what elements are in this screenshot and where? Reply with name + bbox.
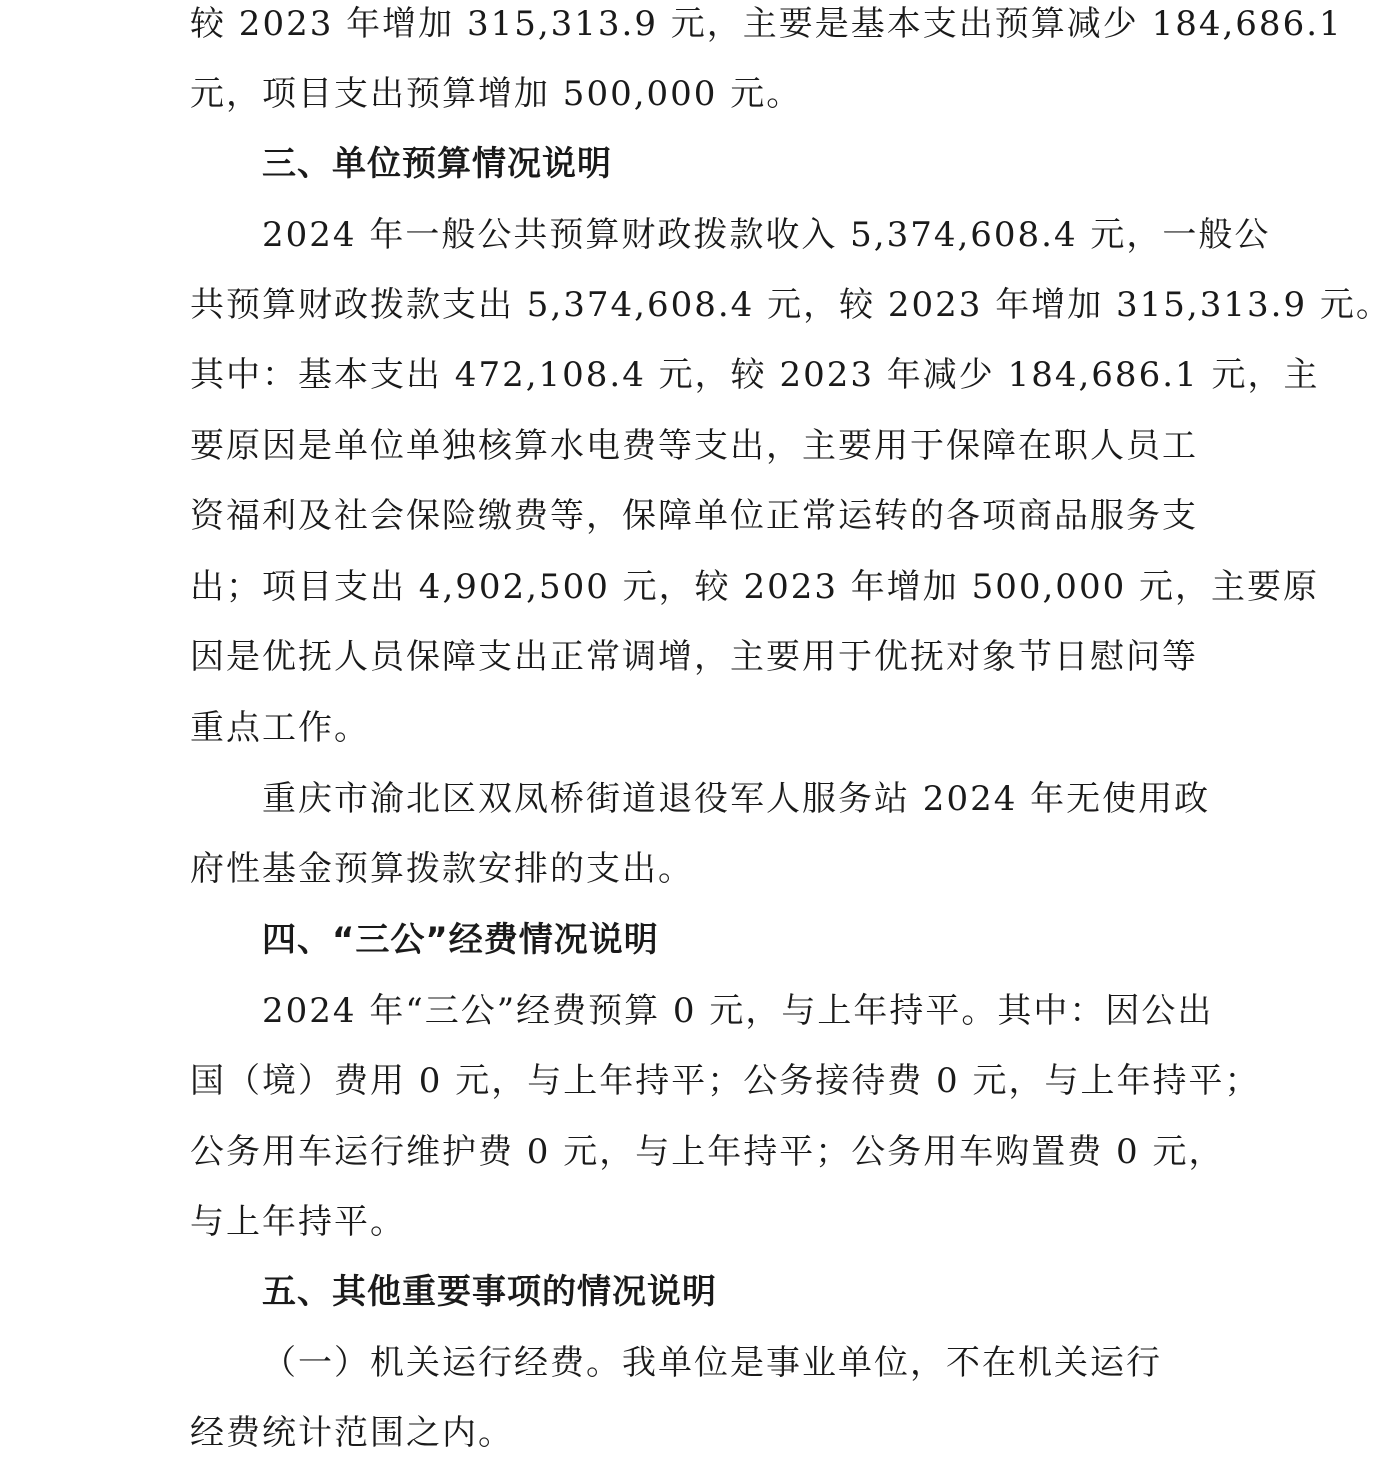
- section3-p1-line-3: 其中：基本支出 472,108.4 元，较 2023 年减少 184,686.1 元，主: [190, 355, 1320, 395]
- section4-p-line-1: 2024 年“三公”经费预算 0 元，与上年持平。其中：因公出: [262, 991, 1214, 1031]
- section3-p1-line-7: 因是优抚人员保障支出正常调增，主要用于优抚对象节日慰问等: [190, 637, 1198, 677]
- section5-p-line-1: （一）机关运行经费。我单位是事业单位，不在机关运行: [262, 1343, 1162, 1383]
- section3-p1-line-5: 资福利及社会保险缴费等，保障单位正常运转的各项商品服务支: [190, 496, 1198, 536]
- section4-p-line-3: 公务用车运行维护费 0 元，与上年持平；公务用车购置费 0 元，: [190, 1132, 1225, 1172]
- section3-p1-line-4: 要原因是单位单独核算水电费等支出，主要用于保障在职人员工: [190, 426, 1198, 466]
- section4-heading: 四、“三公”经费情况说明: [262, 920, 659, 960]
- section3-p1-line-6: 出；项目支出 4,902,500 元，较 2023 年增加 500,000 元，主要原: [190, 567, 1320, 607]
- intro-line-1: 较 2023 年增加 315,313.9 元，主要是基本支出预算减少 184,686.1: [190, 4, 1343, 44]
- section3-p1-line-2: 共预算财政拨款支出 5,374,608.4 元，较 2023 年增加 315,313.9 元。: [190, 285, 1392, 325]
- section5-heading: 五、其他重要事项的情况说明: [262, 1272, 717, 1312]
- section4-p-line-2: 国（境）费用 0 元，与上年持平；公务接待费 0 元，与上年持平；: [190, 1061, 1261, 1101]
- section4-p-line-4: 与上年持平。: [190, 1202, 406, 1242]
- section3-heading: 三、单位预算情况说明: [262, 144, 612, 184]
- section3-p2-line-1: 重庆市渝北区双凤桥街道退役军人服务站 2024 年无使用政: [262, 779, 1211, 819]
- section3-p1-line-8: 重点工作。: [190, 708, 370, 748]
- section3-p2-line-2: 府性基金预算拨款安排的支出。: [190, 849, 694, 889]
- section5-p-line-2: 经费统计范围之内。: [190, 1413, 514, 1453]
- section3-p1-line-1: 2024 年一般公共预算财政拨款收入 5,374,608.4 元，一般公: [262, 215, 1271, 255]
- intro-line-2: 元，项目支出预算增加 500,000 元。: [190, 74, 803, 114]
